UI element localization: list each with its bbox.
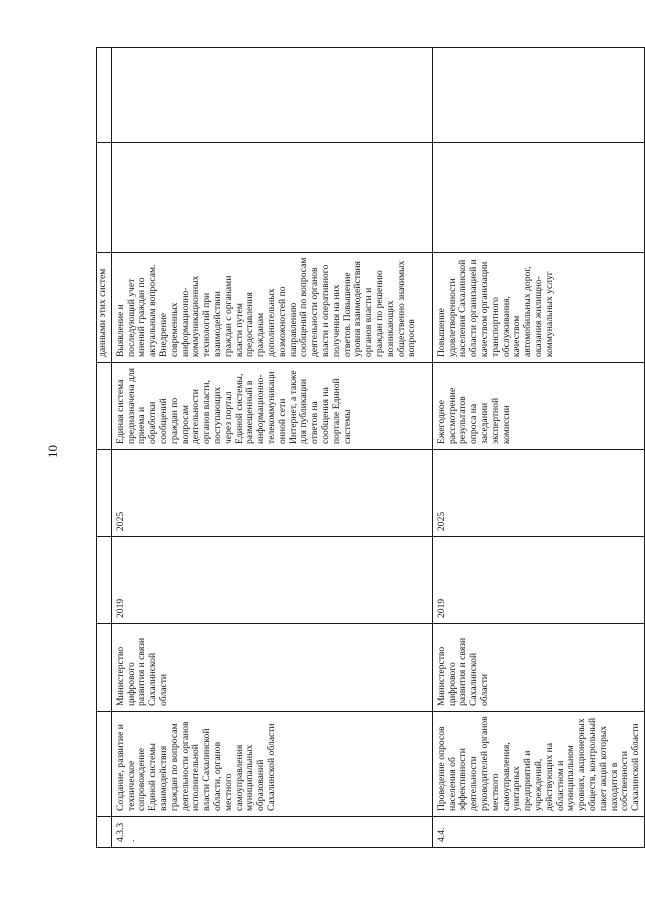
cell-note	[97, 48, 112, 143]
cell-start: 2019	[432, 537, 644, 624]
cell-mechanism: Ежегодное рассмотрение результатов опроса на заседании экспертной комиссии	[432, 363, 644, 450]
cell-executor: Министерство цифрового развития и связи Сахалинской области	[432, 624, 644, 712]
cell-num	[97, 817, 112, 848]
cell-mechanism: Единая система предназначена для приема и обработки сообщений граждан по вопросам деятельности органов власти, поступающих через портал Единой системы, размещенный в информационно-телекоммуникационной сети Интернет, а также для публикации ответов на сообщения на портале Единой системы	[111, 363, 432, 450]
cell-mechanism	[97, 363, 112, 450]
cell-measure: Проведение опросов населения об эффективности деятельности руководителей органов местного самоуправления, унитарных предприятий и учреждений, действующих на областном и муниципальном уровнях, акционерных обществ, контрольный пакет акций которых находится в собственности Сахалинской области	[432, 712, 644, 817]
measures-table	[96, 47, 645, 848]
page-number: 10	[45, 445, 60, 458]
cell-indicator	[97, 143, 112, 253]
cell-indicator	[111, 143, 432, 253]
cell-start: 2019	[111, 537, 432, 624]
cell-result: Повышение удовлетворенности населения Сахалинской области организацией и качеством организации транспортного обслуживания, качеством автомобильных дорог, оказания жилищно-коммунальных услуг	[432, 253, 644, 363]
cell-start	[97, 537, 112, 624]
rotated-table-container	[96, 48, 642, 848]
cell-note	[111, 48, 432, 143]
cell-note	[432, 48, 644, 143]
table-row	[432, 48, 644, 848]
cell-end: 2025	[111, 450, 432, 537]
cell-end	[97, 450, 112, 537]
cell-executor	[97, 624, 112, 712]
table-continuation-row	[97, 48, 112, 848]
cell-num: 4.4.	[432, 817, 644, 848]
cell-executor: Министерство цифрового развития и связи Сахалинской области	[111, 624, 432, 712]
cell-num: 4.3.3.	[111, 817, 432, 848]
table-row	[111, 48, 432, 848]
cell-indicator	[432, 143, 644, 253]
cell-measure	[97, 712, 112, 817]
cell-measure: Создание, развитие и техническое сопровождение Единой системы взаимодействия граждан по вопросам деятельности органов исполнительной власти Сахалинской области, органов местного самоуправления муниципальных образований Сахалинской области	[111, 712, 432, 817]
cell-result: Выявление и последующий учет мнений граждан по актуальным вопросам. Внедрение современных информационно-коммуникационных технологий при взаимодействии граждан с органами власти путем предоставления гражданам дополнительных возможностей по направлению сообщений по вопросам деятельности органов власти и оперативного получения на них ответов. Повышение уровня взаимодействия органов власти и граждан по решению возникающих общественно значимых вопросов	[111, 253, 432, 363]
cell-end: 2025	[432, 450, 644, 537]
cell-result: данными этих систем	[97, 253, 112, 363]
